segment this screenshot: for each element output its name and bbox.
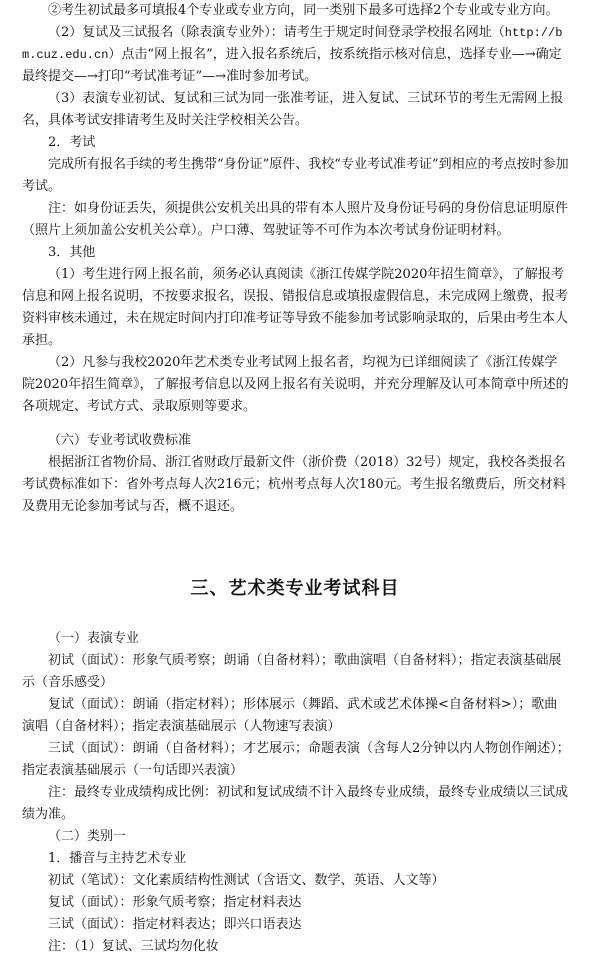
broadcasting-round-two: 复试（面试）：形象气质考察；指定材料表达 <box>48 895 302 910</box>
performance-major-heading: （一）表演专业 <box>48 631 140 646</box>
exam-heading: 2．考试 <box>48 135 96 150</box>
fees-body: 根据浙江省物价局、浙江省财政厅最新文件（浙价费（2018）32号）规定，我校各类报名考试费标准如下：省外考点每人次216元；杭州考点每人次180元。考生报名缴费后，所交材料及费用无论参加考试与否，概不退还。 <box>22 455 566 514</box>
other-heading: 3．其他 <box>48 245 96 260</box>
broadcasting-round-one: 初试（笔试）：文化素质结构性测试（含语文、数学、英语、人文等） <box>48 873 445 888</box>
broadcasting-round-three: 三试（面试）：指定材料表达；即兴口语表达 <box>48 917 302 932</box>
performance-score-note: 注：最终专业成绩构成比例：初试和复试成绩不计入最终专业成绩，最终专业成绩以三试成绩为准。 <box>22 785 569 822</box>
category-one-heading: （二）类别一 <box>48 829 127 844</box>
registration-url-link[interactable]: http://bm.cuz.edu.cn <box>22 26 563 62</box>
performance-admission-ticket-note: （3）表演专业初试、复试和三试为同一张准考证，进入复试、三试环节的考生无需网上报名，具体考试安排请考生及时关注学校相关公告。 <box>22 91 564 128</box>
registration-choice-limit: ②考生初试最多可填报4个专业或专业方向，同一类别下最多可选择2个专业或专业方向。 <box>48 3 559 18</box>
fees-heading: （六）专业考试收费标准 <box>48 433 192 448</box>
id-card-loss-note: 注：如身份证丢失，须提供公安机关出具的带有本人照片及身份证号码的身份信息证明原件（照片上须加盖公安机关公章）。户口薄、驾驶证等不可作为本次考试身份证明材料。 <box>22 201 569 238</box>
retest-registration-text-end: ）点击“网上报名”，进入报名系统后，按系统指示核对信息，选择专业—→确定最终提交—→打印“考试准考证”—→准时参加考试。 <box>22 47 562 84</box>
performance-round-three: 三试（面试）：朗诵（自备材料）；才艺展示；命题表演（含每人2分钟以内人物创作阐述）；指定表演基础展示（一句话即兴表演） <box>22 741 570 778</box>
online-registration-warning: （1）考生进行网上报名前，须务必认真阅读《浙江传媒学院2020年招生简章》，了解报考信息和网上报名说明，不按要求报名，误报、错报信息或填报虚假信息，未完成网上缴费，报考资料审核未通过，未在规定时间内打印准考证等导致不能参加考试影响录取的，后果由考生本人承担。 <box>22 267 569 348</box>
exam-instructions: 完成所有报名手续的考生携带“身份证”原件、我校“专业考试准考证”到相应的考点按时参加考试。 <box>22 157 569 194</box>
broadcasting-major-heading: 1．播音与主持艺术专业 <box>48 851 187 866</box>
retest-registration-text-start: （2）复试及三试报名（除表演专业外）：请考生于规定时间登录学校报名网址（ <box>48 25 505 40</box>
broadcasting-makeup-note: 注：（1）复试、三试均勿化妆 <box>48 939 219 954</box>
retest-registration-paragraph <box>22 22 570 88</box>
performance-round-one: 初试（面试）：形象气质考察；朗诵（自备材料）；歌曲演唱（自备材料）；指定表演基础展示（音乐感受） <box>22 653 562 690</box>
registration-acknowledgement: （2）凡参与我校2020年艺术类专业考试网上报名者，均视为已详细阅读了《浙江传媒学院2020年招生简章》，了解报考信息以及网上报名有关说明，并充分理解及认可本简章中所述的各项规定、考试方式、录取原则等要求。 <box>22 355 569 414</box>
section-three-title: 三、艺术类专业考试科目 <box>190 578 400 599</box>
performance-round-two: 复试（面试）：朗诵（指定材料）；形体展示（舞蹈、武术或艺术体操<自备材料>）；歌曲演唱（自备材料）；指定表演基础展示（人物速写表演） <box>22 697 558 734</box>
